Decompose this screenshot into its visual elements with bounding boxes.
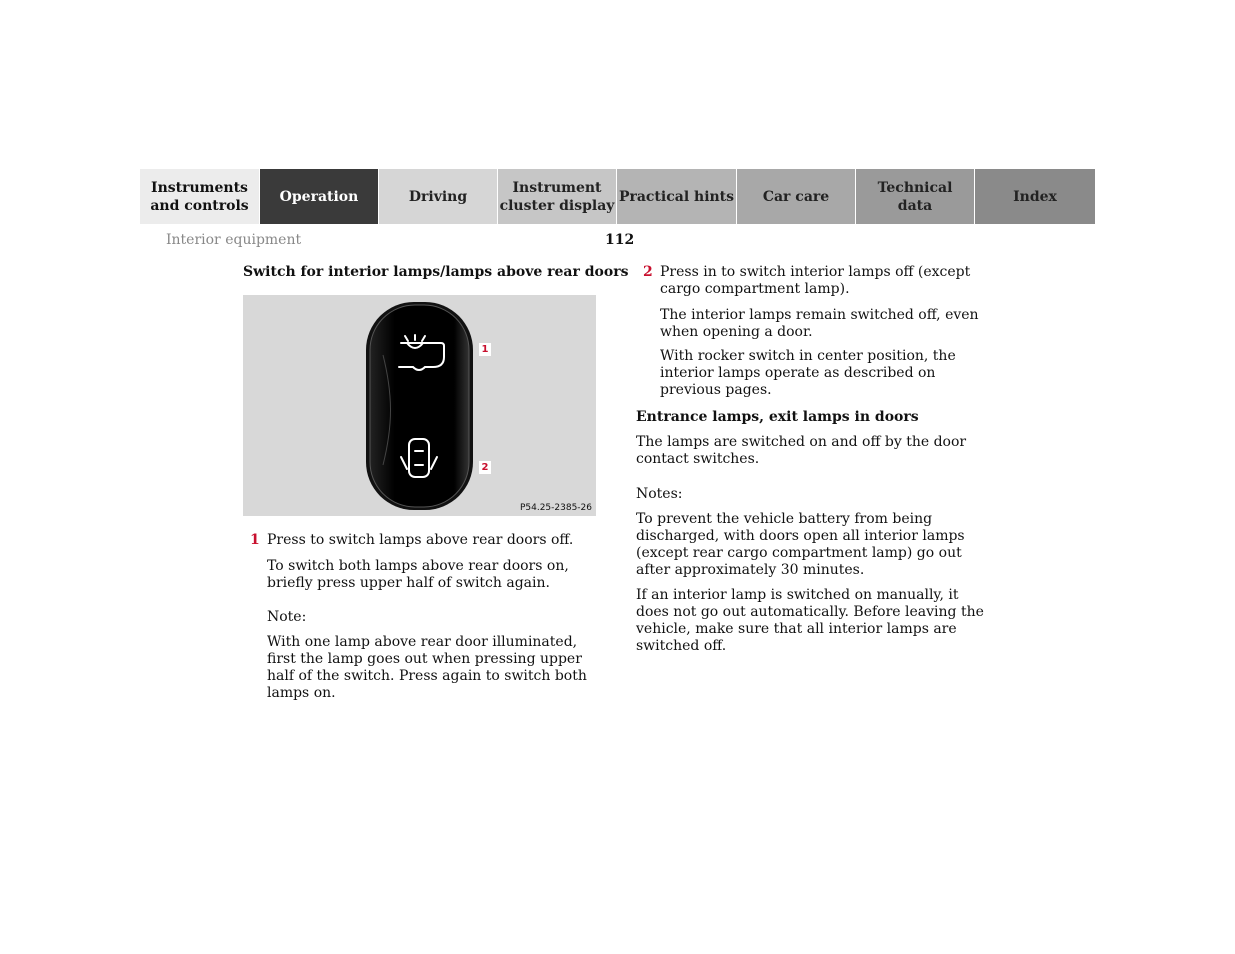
tab-car-care[interactable]: Car care	[737, 169, 856, 224]
item-2-para-3: With rocker switch in center position, the interior lamps operate as described on previous pages.	[660, 348, 956, 398]
chapter-tab-bar	[140, 169, 1095, 224]
entrance-lamps-heading: Entrance lamps, exit lamps in doors	[636, 409, 919, 425]
note-text: With one lamp above rear door illuminated, first the lamp goes out when pressing upper half of the switch. Press again to switch both lamps on.	[267, 634, 587, 701]
note-1: To prevent the vehicle battery from being discharged, with doors open all interior lamps (except rear cargo compartment lamp) go out after approximately 30 minutes.	[636, 511, 965, 578]
entrance-lamps-text: The lamps are switched on and off by the door contact switches.	[636, 434, 967, 467]
figure-code: P54.25-2385-26	[519, 503, 592, 513]
item-number-1: 1	[250, 532, 260, 548]
page-number: 112	[605, 232, 635, 248]
switch-figure	[243, 295, 596, 516]
item-2-para-2: The interior lamps remain switched off, even when opening a door.	[660, 307, 979, 340]
item-number-2: 2	[643, 264, 653, 280]
rocker-switch-illustration	[243, 295, 596, 516]
callout-2: 2	[479, 461, 491, 474]
callout-1: 1	[479, 343, 491, 356]
item-1-text: Press to switch lamps above rear doors off.	[267, 532, 574, 548]
tab-practical-hints[interactable]: Practical hints	[617, 169, 737, 224]
tab-driving[interactable]: Driving	[379, 169, 498, 224]
notes-label: Notes:	[636, 486, 683, 502]
item-1-para: To switch both lamps above rear doors on, briefly press upper half of switch again.	[267, 558, 569, 591]
section-title: Interior equipment	[166, 232, 302, 248]
item-2-text: Press in to switch interior lamps off (except cargo compartment lamp).	[660, 264, 971, 297]
tab-operation[interactable]: Operation	[260, 169, 379, 224]
note-label: Note:	[267, 609, 307, 625]
note-2: If an interior lamp is switched on manually, it does not go out automatically. Before leaving the vehicle, make sure that all interior lamps are switched off.	[636, 587, 984, 654]
switch-heading: Switch for interior lamps/lamps above rear doors	[243, 264, 629, 280]
tab-technical-data[interactable]: Technical data	[856, 169, 975, 224]
tab-instrument-cluster-display[interactable]: Instrument cluster display	[498, 169, 617, 224]
tab-index[interactable]: Index	[975, 169, 1095, 224]
tab-instruments-and-controls[interactable]: Instruments and controls	[140, 169, 260, 224]
